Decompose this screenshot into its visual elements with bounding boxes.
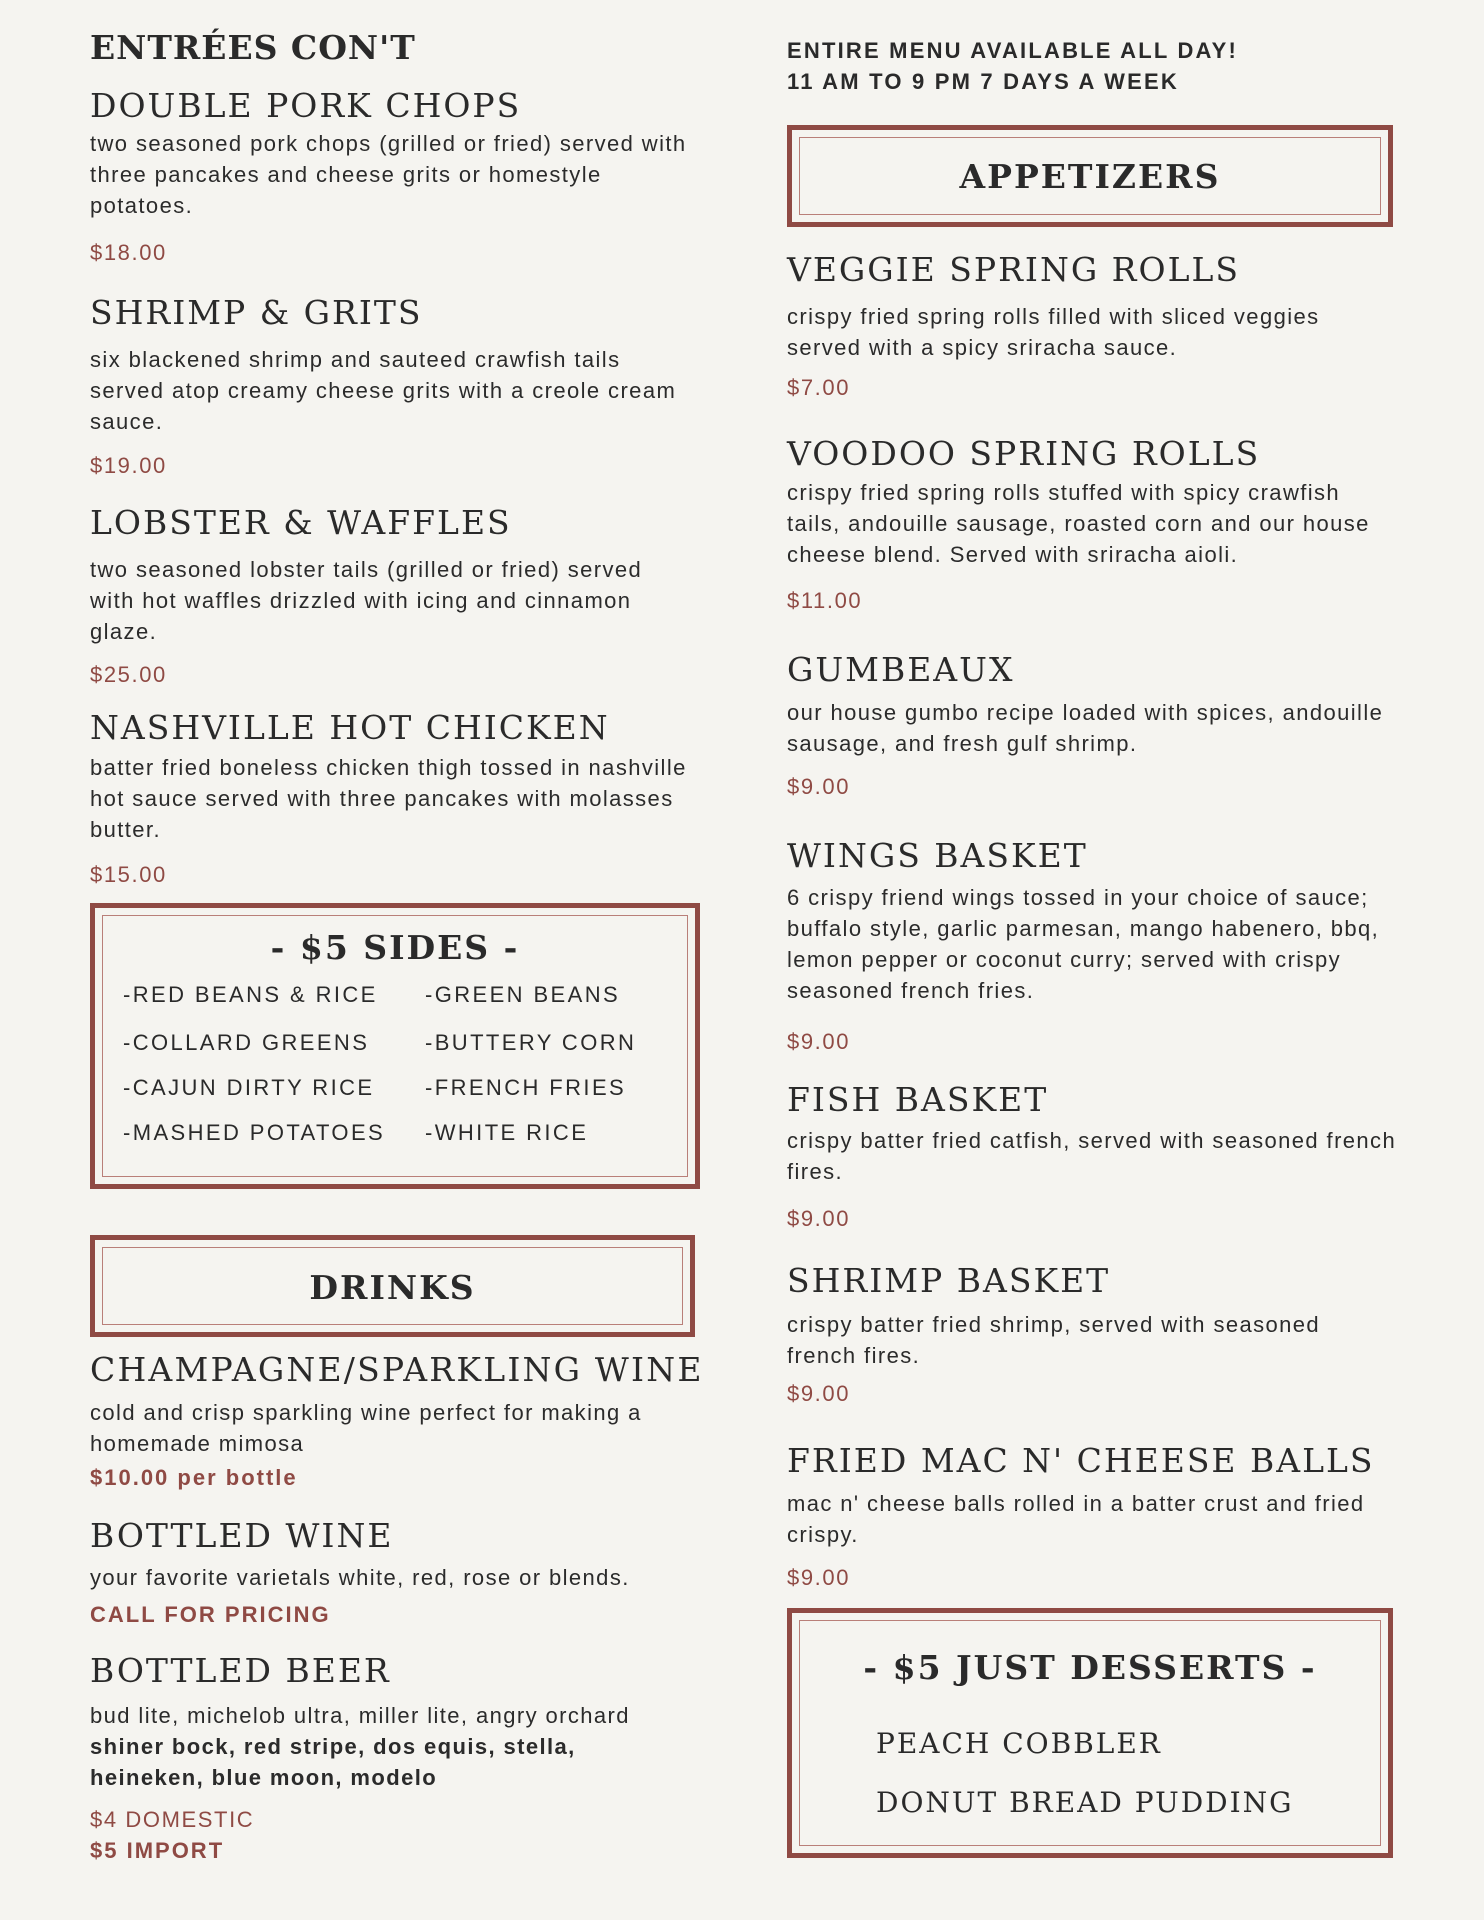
appetizer-price: $9.00	[787, 1381, 851, 1406]
entree-title: DOUBLE PORK CHOPS	[90, 86, 522, 125]
appetizer-price: $7.00	[787, 375, 851, 400]
desserts-box	[787, 1608, 1393, 1858]
appetizer-desc: crispy fried spring rolls stuffed with spicy crawfish tails, andouille sausage, roasted corn and our house cheese blend. Served with sriracha aioli.	[787, 480, 1370, 567]
drink-title: BOTTLED BEER	[90, 1651, 391, 1690]
menu-hours-note-line1: ENTIRE MENU AVAILABLE ALL DAY!	[787, 38, 1239, 63]
drink-desc-import: shiner bock, red stripe, dos equis, stella, heineken, blue moon, modelo	[90, 1734, 576, 1790]
appetizer-title: VOODOO SPRING ROLLS	[787, 434, 1261, 473]
dessert-item: PEACH COBBLER	[876, 1727, 1162, 1760]
drink-title: BOTTLED WINE	[90, 1516, 394, 1555]
beer-price-domestic: $4 DOMESTIC	[90, 1807, 255, 1832]
drink-desc: bud lite, michelob ultra, miller lite, angry orchard	[90, 1703, 630, 1728]
appetizer-desc: our house gumbo recipe loaded with spices, andouille sausage, and fresh gulf shrimp.	[787, 700, 1384, 756]
side-item: -RED BEANS & RICE	[123, 982, 378, 1007]
appetizer-price: $9.00	[787, 1029, 851, 1054]
appetizer-price: $9.00	[787, 1206, 851, 1231]
entree-title: SHRIMP & GRITS	[90, 293, 423, 332]
beer-price-import: $5 IMPORT	[90, 1838, 225, 1863]
entree-price: $25.00	[90, 662, 167, 687]
drinks-header-box	[90, 1235, 695, 1337]
entree-price: $18.00	[90, 240, 167, 265]
drink-desc: your favorite varietals white, red, rose or blends.	[90, 1565, 630, 1590]
side-item: -MASHED POTATOES	[123, 1120, 386, 1145]
appetizer-title: VEGGIE SPRING ROLLS	[787, 250, 1241, 289]
menu-hours-note-line2: 11 AM TO 9 PM 7 DAYS A WEEK	[787, 69, 1179, 94]
appetizer-desc: mac n' cheese balls rolled in a batter crust and fried crispy.	[787, 1491, 1365, 1547]
appetizer-desc: crispy fried spring rolls filled with sliced veggies served with a spicy sriracha sauce.	[787, 304, 1320, 360]
drink-title: CHAMPAGNE/SPARKLING WINE	[90, 1350, 704, 1389]
appetizer-desc: 6 crispy friend wings tossed in your choice of sauce; buffalo style, garlic parmesan, mango habenero, bbq, lemon pepper or coconut curry; served with crispy seasoned french fries.	[787, 885, 1380, 1003]
entree-price: $19.00	[90, 453, 167, 478]
appetizer-price: $9.00	[787, 1565, 851, 1590]
sides-title: - $5 SIDES -	[270, 928, 520, 967]
appetizer-price: $11.00	[787, 588, 863, 613]
appetizer-title: FISH BASKET	[787, 1080, 1049, 1119]
side-item: -GREEN BEANS	[425, 982, 621, 1007]
entree-title: LOBSTER & WAFFLES	[90, 503, 512, 542]
entree-desc: two seasoned lobster tails (grilled or fried) served with hot waffles drizzled with icing and cinnamon glaze.	[90, 557, 643, 644]
drink-price: CALL FOR PRICING	[90, 1602, 331, 1627]
side-item: -CAJUN DIRTY RICE	[123, 1075, 375, 1100]
drink-price: $10.00 per bottle	[90, 1465, 298, 1490]
desserts-title: - $5 JUST DESSERTS -	[863, 1648, 1317, 1687]
appetizers-title: APPETIZERS	[959, 157, 1221, 196]
appetizer-title: WINGS BASKET	[787, 836, 1088, 875]
sides-box	[90, 903, 700, 1189]
drink-desc: cold and crisp sparkling wine perfect for making a homemade mimosa	[90, 1400, 642, 1456]
side-item: -FRENCH FRIES	[425, 1075, 627, 1100]
entree-title: NASHVILLE HOT CHICKEN	[90, 708, 610, 747]
appetizer-title: GUMBEAUX	[787, 650, 1015, 689]
dessert-item: DONUT BREAD PUDDING	[876, 1786, 1294, 1819]
appetizers-header-box	[787, 125, 1393, 227]
appetizer-desc: crispy batter fried catfish, served with seasoned french fires.	[787, 1128, 1397, 1184]
appetizer-desc: crispy batter fried shrimp, served with seasoned french fires.	[787, 1312, 1321, 1368]
appetizer-price: $9.00	[787, 774, 851, 799]
entree-desc: six blackened shrimp and sauteed crawfish tails served atop creamy cheese grits with a creole cream sauce.	[90, 347, 677, 434]
entree-desc: two seasoned pork chops (grilled or fried) served with three pancakes and cheese grits or homestyle potatoes.	[90, 131, 687, 218]
entree-desc: batter fried boneless chicken thigh tossed in nashville hot sauce served with three pancakes with molasses butter.	[90, 755, 687, 842]
drinks-title: DRINKS	[309, 1268, 476, 1307]
appetizer-title: SHRIMP BASKET	[787, 1261, 1111, 1300]
entree-price: $15.00	[90, 862, 167, 887]
side-item: -BUTTERY CORN	[425, 1030, 637, 1055]
appetizer-title: FRIED MAC N' CHEESE BALLS	[787, 1441, 1375, 1480]
side-item: -WHITE RICE	[425, 1120, 589, 1145]
side-item: -COLLARD GREENS	[123, 1030, 370, 1055]
section-title-entrees: ENTRÉES CON'T	[90, 28, 416, 67]
